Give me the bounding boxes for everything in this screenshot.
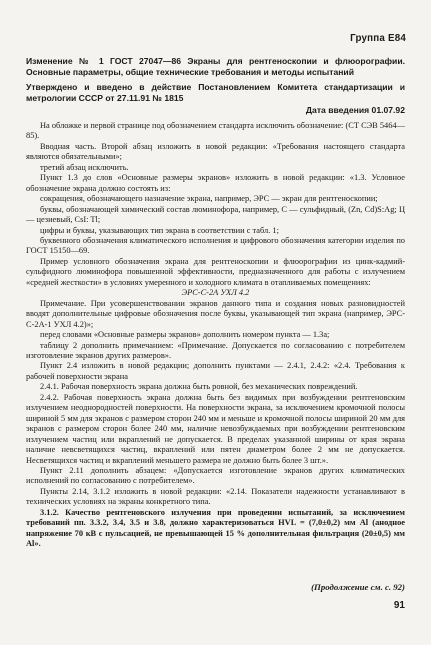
page-number: 91 xyxy=(393,600,405,611)
approval-statement: Утверждено и введено в действие Постановлением Комитета стандартизации и метрологии СССР от 27.11.91 № 1815 xyxy=(26,82,405,103)
designation-example: ЭРС-С-2А УХЛ 4.2 xyxy=(181,288,250,298)
paragraph: буквенного обозначения климатического исполнения и цифрового обозначения категории изделия по ГОСТ 15150—69. xyxy=(26,235,405,256)
document-body xyxy=(26,121,405,550)
paragraph: Пункт 2.4 изложить в новой редакции; дополнить пунктами — 2.4.1, 2.4.2: «2.4. Требования к рабочей поверхности экрана xyxy=(26,361,405,381)
paragraph: Вводная часть. Второй абзац изложить в новой редакции: «Требования настоящего стандарта являются обязательными»; xyxy=(26,141,405,162)
continuation-note: (Продолжение см. с. 92) xyxy=(311,582,405,592)
paragraph: сокращения, обозначающего назначение экрана, например, ЭРС — экран для рентгеноскопии; xyxy=(40,194,378,204)
paragraph: 3.1.2. Качество рентгеновского излучения при проведении испытаний, за исключением требований пп. 3.3.2, 3.4, 3.5 и 3.8, должно характеризоваться HVL = (7,0±0,2) мм Al (анодное напряжение 70 кВ с пульсацией, не превышающей 15 % дополнительная фильтрация (20±0,5) мм Al». xyxy=(26,507,405,549)
paragraph: таблицу 2 дополнить примечанием: «Примечание. Допускается по согласованию с потребителем изготовление экранов других размеров». xyxy=(26,340,405,360)
paragraph: 2.4.1. Рабочая поверхность экрана должна быть ровной, без механических повреждений. xyxy=(40,382,358,392)
paragraph: Пункты 2.14, 3.1.2 изложить в новой редакции: «2.14. Показатели надежности устанавливают в технических условиях на экраны конкретного типа. xyxy=(26,486,405,507)
paragraph: цифры и буквы, указывающих тип экрана в соответствии с табл. 1; xyxy=(40,225,279,235)
paragraph: 2.4.2. Рабочая поверхность экрана должна быть без видимых при возбуждении рентгеновским излучением неоднородностей поверхности. На поверхности экрана, за исключением кромочной полосы шириной 5 мм для экранов с размером сторон 240 мм и меньше и кромочной полосы шириной 20 мм для экранов с размером сторон более 240 мм, наличие невозбуждаемых при возбуждении рентгеновским излучением частиц или вкраплений не допускается. В пределах указанной ширины от края экрана наличие невсветящихся частиц, вкраплений или пятен диаметром более 2 мм не допускается. Несветящихся частиц и вкраплений меньшего размера не должно быть более 3 шт.». xyxy=(26,392,405,465)
paragraph: Пункт 2.11 дополнить абзацем: «Допускается изготовление экранов других климатических исполнений по согласованию с потребителем». xyxy=(26,465,405,486)
paragraph: Пункт 1.3 до слов «Основные размеры экранов» изложить в новой редакции: «1.3. Условное обозначение экрана должно состоять из: xyxy=(26,173,405,193)
effective-date: Дата введения 01.07.92 xyxy=(305,105,405,115)
amendment-title: Изменение № 1 ГОСТ 27047—86 Экраны для рентгеноскопии и флюорографии. Основные параметры, общие технические требования и методы испытаний xyxy=(26,56,405,77)
example-paragraph: Пример условного обозначения экрана для рентгеноскопии и флюорографии из цинк-кадмий-сульфидного люминофора повышенной эффективности, предназначенного для работы с излучением «средней жесткости» в условиях умеренного и холодного климата в отапливаемых помещениях: xyxy=(26,256,405,287)
paragraph: На обложке и первой странице под обозначением стандарта исключить обозначение: (СТ СЭВ 5464—85). xyxy=(26,121,405,141)
note-paragraph: Примечание. При усовершенствовании экранов данного типа и создания новых разновидностей вводят дополнительные цифровые обозначения после буквы, указывающей тип экрана (например, ЭРС-С-2А-1 УХЛ 4.2)»; xyxy=(26,298,405,329)
paragraph: перед словами «Основные размеры экранов» дополнить номером пункта — 1.3а; xyxy=(40,330,330,340)
paragraph: третий абзац исключить. xyxy=(40,162,129,172)
group-label: Группа Е84 xyxy=(350,33,406,44)
paragraph: буквы, обозначающей химический состав люминофора, например, С — сульфидный, (Zn, Cd)S:Ag; Ц — цезиевый, CsI: Tl; xyxy=(26,204,405,225)
